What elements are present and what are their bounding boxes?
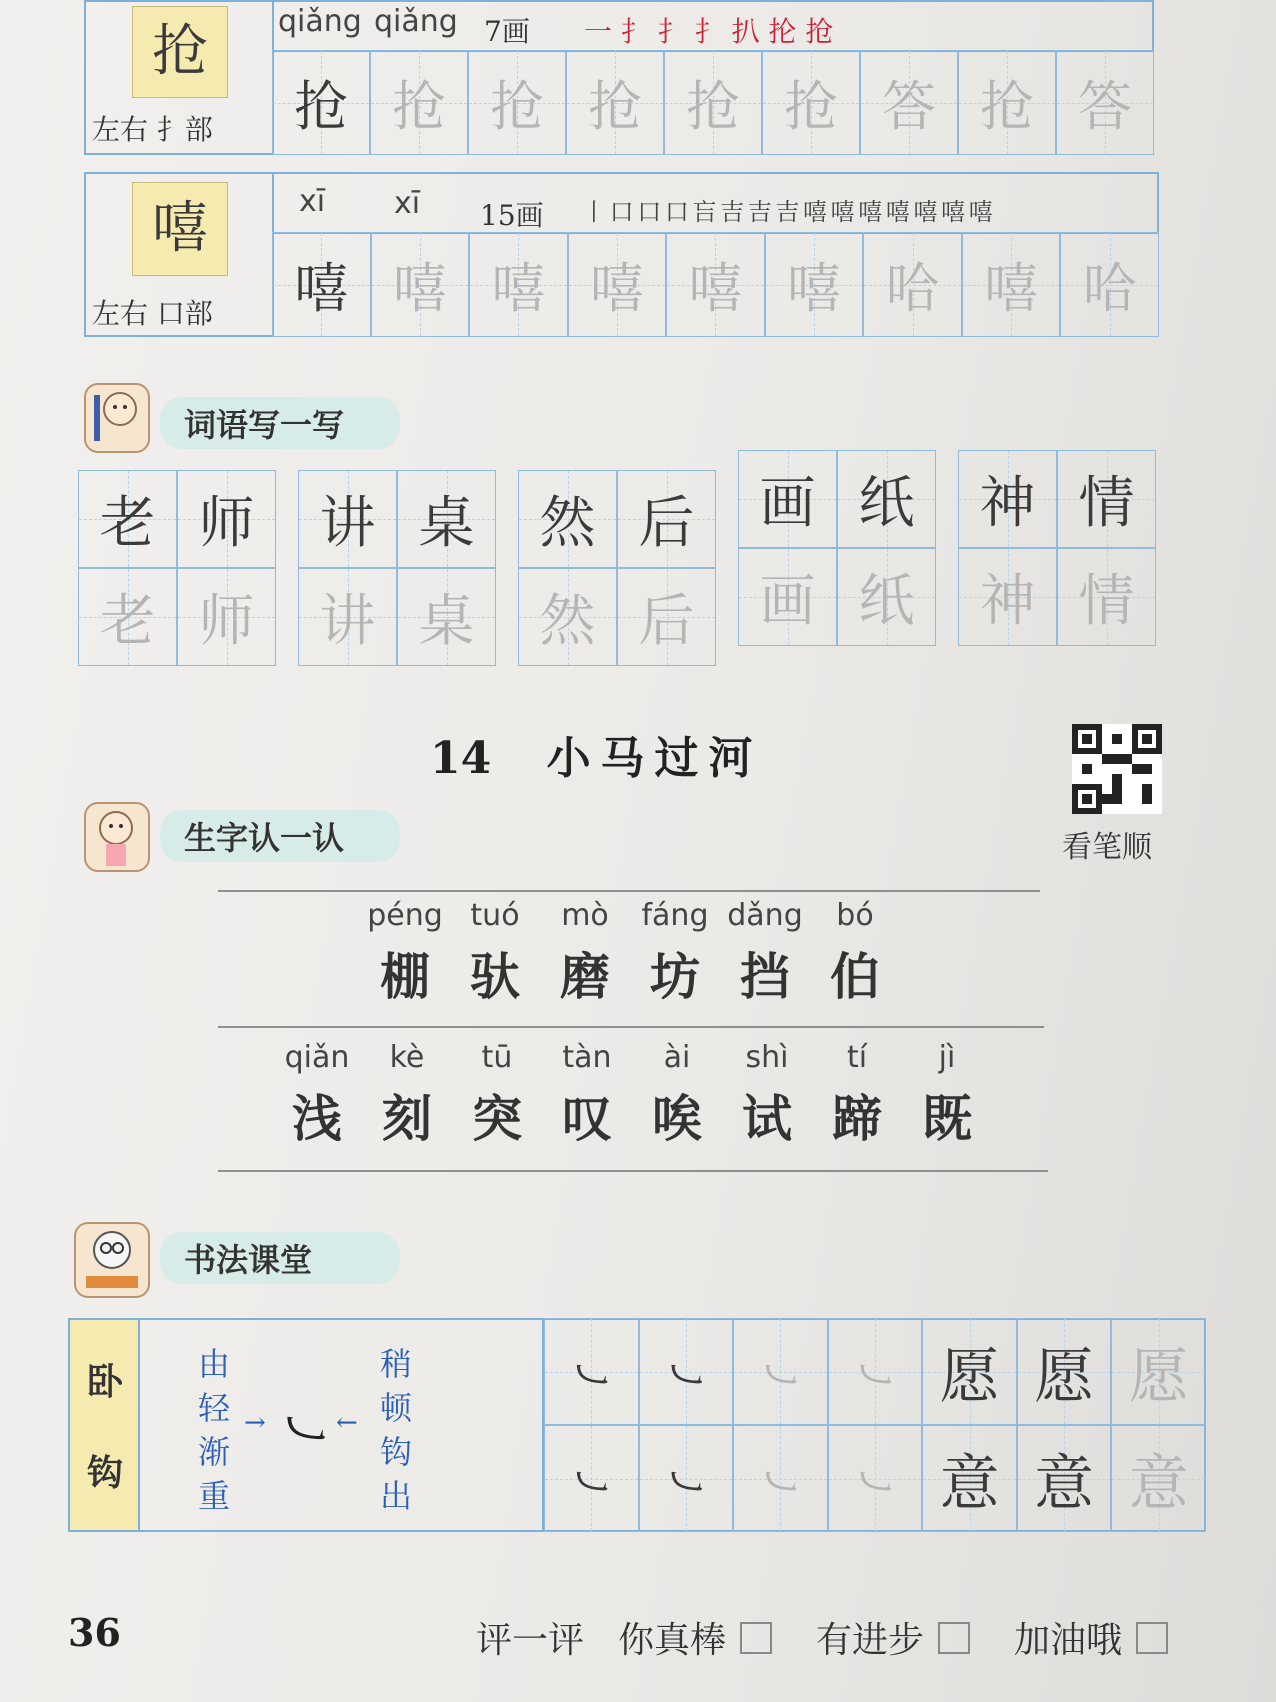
- tian-cell: [639, 1318, 734, 1425]
- char-pinyin: tí: [846, 1040, 868, 1075]
- practice-char: ㇃: [852, 1350, 897, 1402]
- char-card-2: [84, 172, 1159, 337]
- new-char: [272, 1040, 362, 1151]
- new-char: [450, 898, 540, 1009]
- tian-cell: [272, 50, 370, 155]
- word-practice-grid: [78, 460, 1178, 670]
- option-label-2: 有进步: [816, 1620, 925, 1661]
- practice-char: 师: [198, 589, 255, 654]
- tian-cell: [518, 470, 617, 568]
- tian-cell: [828, 1425, 923, 1532]
- new-char: [902, 1040, 992, 1151]
- tian-cell: [962, 232, 1061, 337]
- tian-cell: [922, 1318, 1017, 1425]
- tian-cell: [1060, 232, 1159, 337]
- practice-char: 后: [638, 589, 695, 654]
- practice-char: 愿: [1034, 1341, 1095, 1412]
- pinyin-2: qiǎng: [374, 4, 458, 39]
- tian-cell: [922, 1425, 1017, 1532]
- right-instruction: 稍 顿 钩 出: [380, 1345, 413, 1515]
- practice-char: 神: [979, 471, 1036, 536]
- practice-char: 画: [759, 569, 816, 634]
- char-pinyin: qiǎn: [284, 1040, 350, 1075]
- tian-cell: [958, 50, 1056, 155]
- practice-char: 抢: [784, 75, 838, 138]
- practice-char: 哈: [1082, 257, 1137, 320]
- option-label-3: 加油哦: [1014, 1620, 1123, 1661]
- tian-cell: [738, 548, 837, 646]
- char-glyph: 蹄: [832, 1089, 882, 1148]
- practice-char: 意: [1034, 1448, 1095, 1519]
- char-pinyin: kè: [389, 1040, 425, 1075]
- section-title-recognize: 生字认一认: [160, 810, 400, 862]
- char-pinyin: bó: [836, 898, 874, 933]
- tian-cell: [664, 50, 762, 155]
- practice-char: 纸: [858, 471, 915, 536]
- practice-char: 嘻: [392, 257, 447, 320]
- tian-cell: [1017, 1318, 1112, 1425]
- checkbox-1[interactable]: [740, 1622, 772, 1654]
- practice-char: 抢: [490, 75, 544, 138]
- tian-cell: [1057, 548, 1156, 646]
- tian-cell: [78, 568, 177, 666]
- char-glyph: 叹: [562, 1089, 612, 1148]
- practice-char: ㇃: [569, 1457, 614, 1509]
- practice-char: 老: [99, 589, 156, 654]
- char-pinyin: ài: [663, 1040, 691, 1075]
- practice-char: ㇃: [852, 1457, 897, 1509]
- char-pinyin: péng: [367, 898, 443, 933]
- new-char: [810, 898, 900, 1009]
- tian-cell: [370, 50, 468, 155]
- practice-char: 答: [882, 75, 936, 138]
- new-char: [722, 1040, 812, 1151]
- tian-cell: [468, 50, 566, 155]
- practice-char: 意: [939, 1448, 1000, 1519]
- practice-char: 嘻: [491, 257, 546, 320]
- lesson-name: 小马过河: [546, 733, 763, 784]
- practice-char: 嘻: [984, 257, 1039, 320]
- new-char: [812, 1040, 902, 1151]
- word-group: [518, 470, 716, 666]
- stroke-demo: ㇃: [278, 1399, 332, 1462]
- divider-line: [218, 1170, 1048, 1172]
- practice-char: 抢: [294, 75, 348, 138]
- new-char: [720, 898, 810, 1009]
- cat-mascot-icon: [84, 802, 150, 872]
- tian-cell: [837, 548, 936, 646]
- stroke-count: 7画: [484, 15, 530, 48]
- char-pinyin: shì: [745, 1040, 789, 1075]
- divider-line: [218, 1026, 1044, 1028]
- tian-cell: [828, 1318, 923, 1425]
- checkbox-3[interactable]: [1136, 1622, 1168, 1654]
- practice-char: 抢: [686, 75, 740, 138]
- char-glyph: 坊: [650, 947, 700, 1006]
- option-label-1: 你真棒: [618, 1620, 727, 1661]
- char-pinyin: tàn: [562, 1040, 612, 1075]
- evaluation-bar: [476, 1612, 1168, 1663]
- word-group: [738, 450, 936, 646]
- tian-cell: [958, 548, 1057, 646]
- calligraphy-panel: [68, 1318, 1206, 1532]
- practice-char: 答: [1078, 75, 1132, 138]
- stroke-name-box: [70, 1320, 140, 1530]
- structure-label: 左右: [92, 297, 149, 330]
- new-char: [542, 1040, 632, 1151]
- practice-char: 嘻: [688, 257, 743, 320]
- practice-char: 意: [1128, 1448, 1189, 1519]
- char-glyph: 棚: [380, 947, 430, 1006]
- practice-char: 嘻: [787, 257, 842, 320]
- tian-cell: [177, 470, 276, 568]
- new-char: [540, 898, 630, 1009]
- tian-cell: [78, 470, 177, 568]
- practice-char: ㇃: [663, 1350, 708, 1402]
- char-glyph: 唉: [652, 1089, 702, 1148]
- new-char: [630, 898, 720, 1009]
- char-card-1: [84, 0, 1154, 155]
- tian-cell: [518, 568, 617, 666]
- char-glyph: 抢: [132, 6, 228, 98]
- tian-cell: [860, 50, 958, 155]
- practice-char: 情: [1078, 569, 1135, 634]
- word-group: [78, 470, 276, 666]
- char-pinyin: fáng: [641, 898, 709, 933]
- char-pinyin: tuó: [470, 898, 520, 933]
- char-glyph: 嘻: [132, 182, 228, 276]
- cat-mascot-icon: [84, 383, 150, 453]
- tian-cell: [1111, 1318, 1206, 1425]
- tian-cell: [1111, 1425, 1206, 1532]
- tian-cell: [566, 50, 664, 155]
- stroke-sequence: 一 扌 扌 扌 扒 抡 抢: [584, 15, 834, 48]
- char-glyph: 刻: [382, 1089, 432, 1148]
- practice-char: ㇃: [663, 1457, 708, 1509]
- tian-cell: [544, 1425, 639, 1532]
- char-pinyin: dǎng: [727, 898, 803, 933]
- stroke-sequence: 丨 口 口 口 吂 吉 吉 吉 嘻 嘻 嘻 嘻 嘻 嘻 嘻: [582, 198, 991, 226]
- word-group: [958, 450, 1156, 646]
- pinyin-1: qiǎng: [278, 4, 362, 39]
- pinyin-2: xī: [394, 186, 421, 221]
- tian-cell: [568, 232, 667, 337]
- tian-cell: [958, 450, 1057, 548]
- new-char: [632, 1040, 722, 1151]
- char-glyph: 磨: [560, 947, 610, 1006]
- new-characters-row-1: [360, 898, 900, 1018]
- tian-cell: [1057, 450, 1156, 548]
- practice-row: [272, 232, 1159, 337]
- arrow-left-icon: ←: [336, 1408, 358, 1438]
- tian-cell: [733, 1318, 828, 1425]
- tian-cell: [837, 450, 936, 548]
- practice-char: 师: [198, 491, 255, 556]
- practice-char: 嘻: [589, 257, 644, 320]
- practice-char: 画: [759, 471, 816, 536]
- practice-char: 抢: [980, 75, 1034, 138]
- tian-cell: [397, 568, 496, 666]
- tian-cell: [733, 1425, 828, 1532]
- tian-cell: [762, 50, 860, 155]
- tian-cell: [617, 568, 716, 666]
- tian-cell: [371, 232, 470, 337]
- char-pinyin: tū: [481, 1040, 513, 1075]
- tian-cell: [617, 470, 716, 568]
- tian-cell: [469, 232, 568, 337]
- char-pinyin: jì: [938, 1040, 956, 1075]
- practice-char: ㇃: [758, 1350, 803, 1402]
- new-characters-row-2: [272, 1040, 992, 1160]
- dog-mascot-icon: [74, 1222, 150, 1298]
- tian-cell: [639, 1425, 734, 1532]
- stroke-name-2: 钩: [86, 1453, 123, 1494]
- new-char: [360, 898, 450, 1009]
- tian-cell: [1017, 1425, 1112, 1532]
- divider-line: [218, 890, 1040, 892]
- stroke-count: 15画: [480, 199, 544, 232]
- checkbox-2[interactable]: [938, 1622, 970, 1654]
- section-title-words: 词语写一写: [160, 397, 400, 449]
- char-glyph: 试: [742, 1089, 792, 1148]
- qr-caption: 看笔顺: [1062, 830, 1152, 865]
- practice-char: 抢: [392, 75, 446, 138]
- practice-char: 神: [979, 569, 1036, 634]
- tian-cell: [863, 232, 962, 337]
- practice-char: 抢: [588, 75, 642, 138]
- practice-char: 情: [1078, 471, 1135, 536]
- tian-cell: [666, 232, 765, 337]
- practice-char: 纸: [858, 569, 915, 634]
- char-pinyin: mò: [561, 898, 609, 933]
- char-glyph: 突: [472, 1089, 522, 1148]
- tian-cell: [765, 232, 864, 337]
- radical-label: 口部: [156, 297, 213, 330]
- tian-cell: [1056, 50, 1154, 155]
- left-instruction: 由 轻 渐 重: [198, 1345, 231, 1515]
- page-number: 36: [68, 1610, 121, 1655]
- tian-cell: [544, 1318, 639, 1425]
- char-glyph: 伯: [830, 947, 880, 1006]
- practice-char: 讲: [319, 491, 376, 556]
- char-glyph: 既: [922, 1089, 972, 1148]
- evaluate-label: 评一评: [476, 1620, 585, 1661]
- lesson-title: [430, 722, 763, 786]
- tian-cell: [397, 470, 496, 568]
- practice-char: 后: [638, 491, 695, 556]
- practice-char: ㇃: [758, 1457, 803, 1509]
- radical-label: 扌部: [156, 113, 213, 146]
- practice-char: 老: [99, 491, 156, 556]
- practice-char: 愿: [939, 1341, 1000, 1412]
- practice-char: 桌: [418, 491, 475, 556]
- structure-label: 左右: [92, 113, 149, 146]
- new-char: [452, 1040, 542, 1151]
- practice-char: 讲: [319, 589, 376, 654]
- tian-cell: [298, 568, 397, 666]
- practice-char: 然: [539, 491, 596, 556]
- practice-char: 然: [539, 589, 596, 654]
- tian-cell: [177, 568, 276, 666]
- new-char: [362, 1040, 452, 1151]
- practice-char: 桌: [418, 589, 475, 654]
- calligraphy-practice-grid: [544, 1318, 1206, 1532]
- char-glyph: 挡: [740, 947, 790, 1006]
- qr-code-icon[interactable]: [1072, 724, 1162, 814]
- practice-row: [272, 50, 1154, 155]
- practice-char: ㇃: [569, 1350, 614, 1402]
- char-glyph: 浅: [292, 1089, 342, 1148]
- practice-char: 愿: [1128, 1341, 1189, 1412]
- char-glyph: 驮: [470, 947, 520, 1006]
- word-group: [298, 470, 496, 666]
- stroke-name-1: 卧: [86, 1362, 123, 1403]
- tian-cell: [738, 450, 837, 548]
- lesson-number: 14: [430, 733, 492, 784]
- tian-cell: [272, 232, 371, 337]
- pinyin-1: xī: [299, 184, 326, 219]
- practice-char: 哈: [885, 257, 940, 320]
- section-title-calligraphy: 书法课堂: [160, 1232, 400, 1284]
- practice-char: 嘻: [294, 257, 349, 320]
- arrow-right-icon: →: [244, 1408, 266, 1438]
- tian-cell: [298, 470, 397, 568]
